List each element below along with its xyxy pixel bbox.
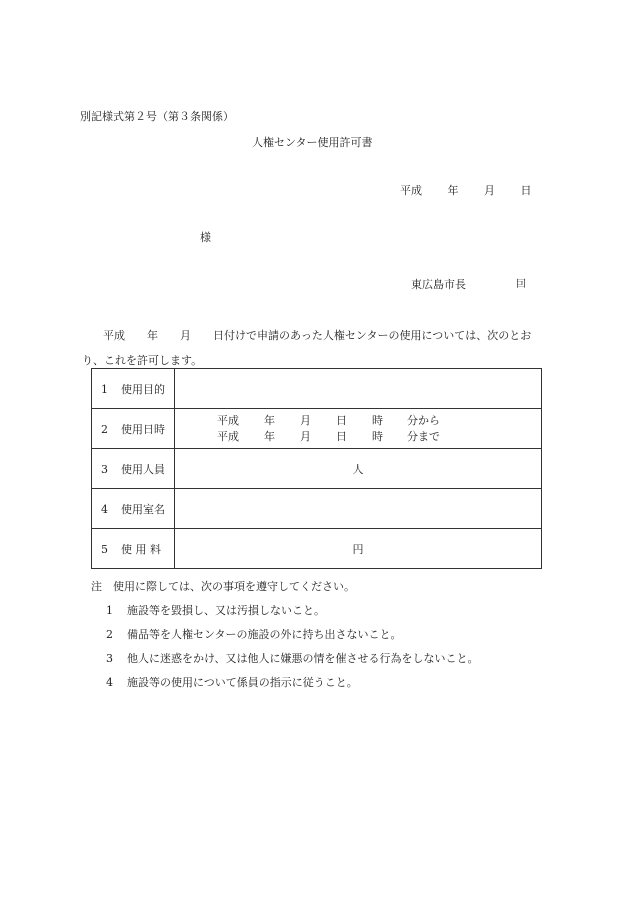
row-label xyxy=(92,369,175,409)
fee-value: 円 xyxy=(175,529,542,569)
datetime-value xyxy=(175,409,542,449)
addressee-suffix: 様 xyxy=(200,231,211,244)
note-item xyxy=(106,604,325,618)
row-number: 4 xyxy=(101,502,108,516)
date-year: 年 xyxy=(447,184,459,197)
note-item xyxy=(106,676,358,690)
row-number: 5 xyxy=(101,542,108,556)
note-item xyxy=(106,652,479,666)
seal-mark: 囙 xyxy=(516,279,526,290)
permit-table xyxy=(91,368,542,569)
room-value xyxy=(175,489,542,529)
table-row xyxy=(92,369,542,409)
date-month: 月 xyxy=(484,184,495,197)
row-label-text: 使用室名 xyxy=(121,502,165,516)
to-day: 日 xyxy=(336,429,347,443)
to-hour: 時 xyxy=(372,429,383,443)
note-number: 1 xyxy=(106,604,113,617)
from-era: 平成 xyxy=(217,413,239,427)
issue-date xyxy=(400,184,532,198)
row-number: 2 xyxy=(101,422,108,436)
note-number: 4 xyxy=(106,676,113,689)
row-label xyxy=(92,409,175,449)
note-number: 2 xyxy=(106,628,113,641)
to-minute: 分まで xyxy=(407,429,440,443)
note-text: 備品等を人権センターの施設の外に持ち出さないこと。 xyxy=(127,628,402,641)
body-text: 平成 年 月 日付けで申請のあった人権センターの使用については、次のとおり、これを許可します。 xyxy=(82,329,532,367)
row-label xyxy=(92,529,175,569)
row-label-text: 使用人員 xyxy=(121,462,165,476)
table-row xyxy=(92,529,542,569)
from-month: 月 xyxy=(300,413,311,427)
date-era: 平成 xyxy=(400,184,422,197)
from-hour: 時 xyxy=(372,413,383,427)
note-text: 他人に迷惑をかけ、又は他人に嫌悪の情を催させる行為をしないこと。 xyxy=(127,652,479,665)
document-title: 人権センター使用許可書 xyxy=(252,136,373,149)
row-number: 3 xyxy=(101,462,108,476)
to-era: 平成 xyxy=(217,429,239,443)
note-text: 施設等を毀損し、又は汚損しないこと。 xyxy=(127,604,325,617)
table-row xyxy=(92,489,542,529)
table-row xyxy=(92,409,542,449)
from-year: 年 xyxy=(264,413,275,427)
form-number: 別記様式第２号（第３条関係） xyxy=(80,110,234,123)
row-label xyxy=(92,449,175,489)
row-label-text: 使用日時 xyxy=(121,422,165,436)
to-month: 月 xyxy=(300,429,311,443)
from-minute: 分から xyxy=(407,413,440,427)
date-day: 日 xyxy=(520,184,532,197)
datetime-to xyxy=(175,430,541,444)
row-label-text: 使 用 料 xyxy=(121,542,161,556)
row-number: 1 xyxy=(101,382,108,396)
note-item xyxy=(106,628,402,642)
to-year: 年 xyxy=(264,429,275,443)
row-label-text: 使用目的 xyxy=(121,382,165,396)
note-number: 3 xyxy=(106,652,113,665)
notes-heading: 注 使用に際しては、次の事項を遵守してください。 xyxy=(91,580,355,593)
note-text: 施設等の使用について係員の指示に従うこと。 xyxy=(127,676,358,689)
from-day: 日 xyxy=(336,413,347,427)
issuer: 東広島市長 xyxy=(411,278,466,291)
purpose-value xyxy=(175,369,542,409)
row-label xyxy=(92,489,175,529)
table-row xyxy=(92,449,542,489)
attendees-value: 人 xyxy=(175,449,542,489)
datetime-from xyxy=(175,414,541,428)
